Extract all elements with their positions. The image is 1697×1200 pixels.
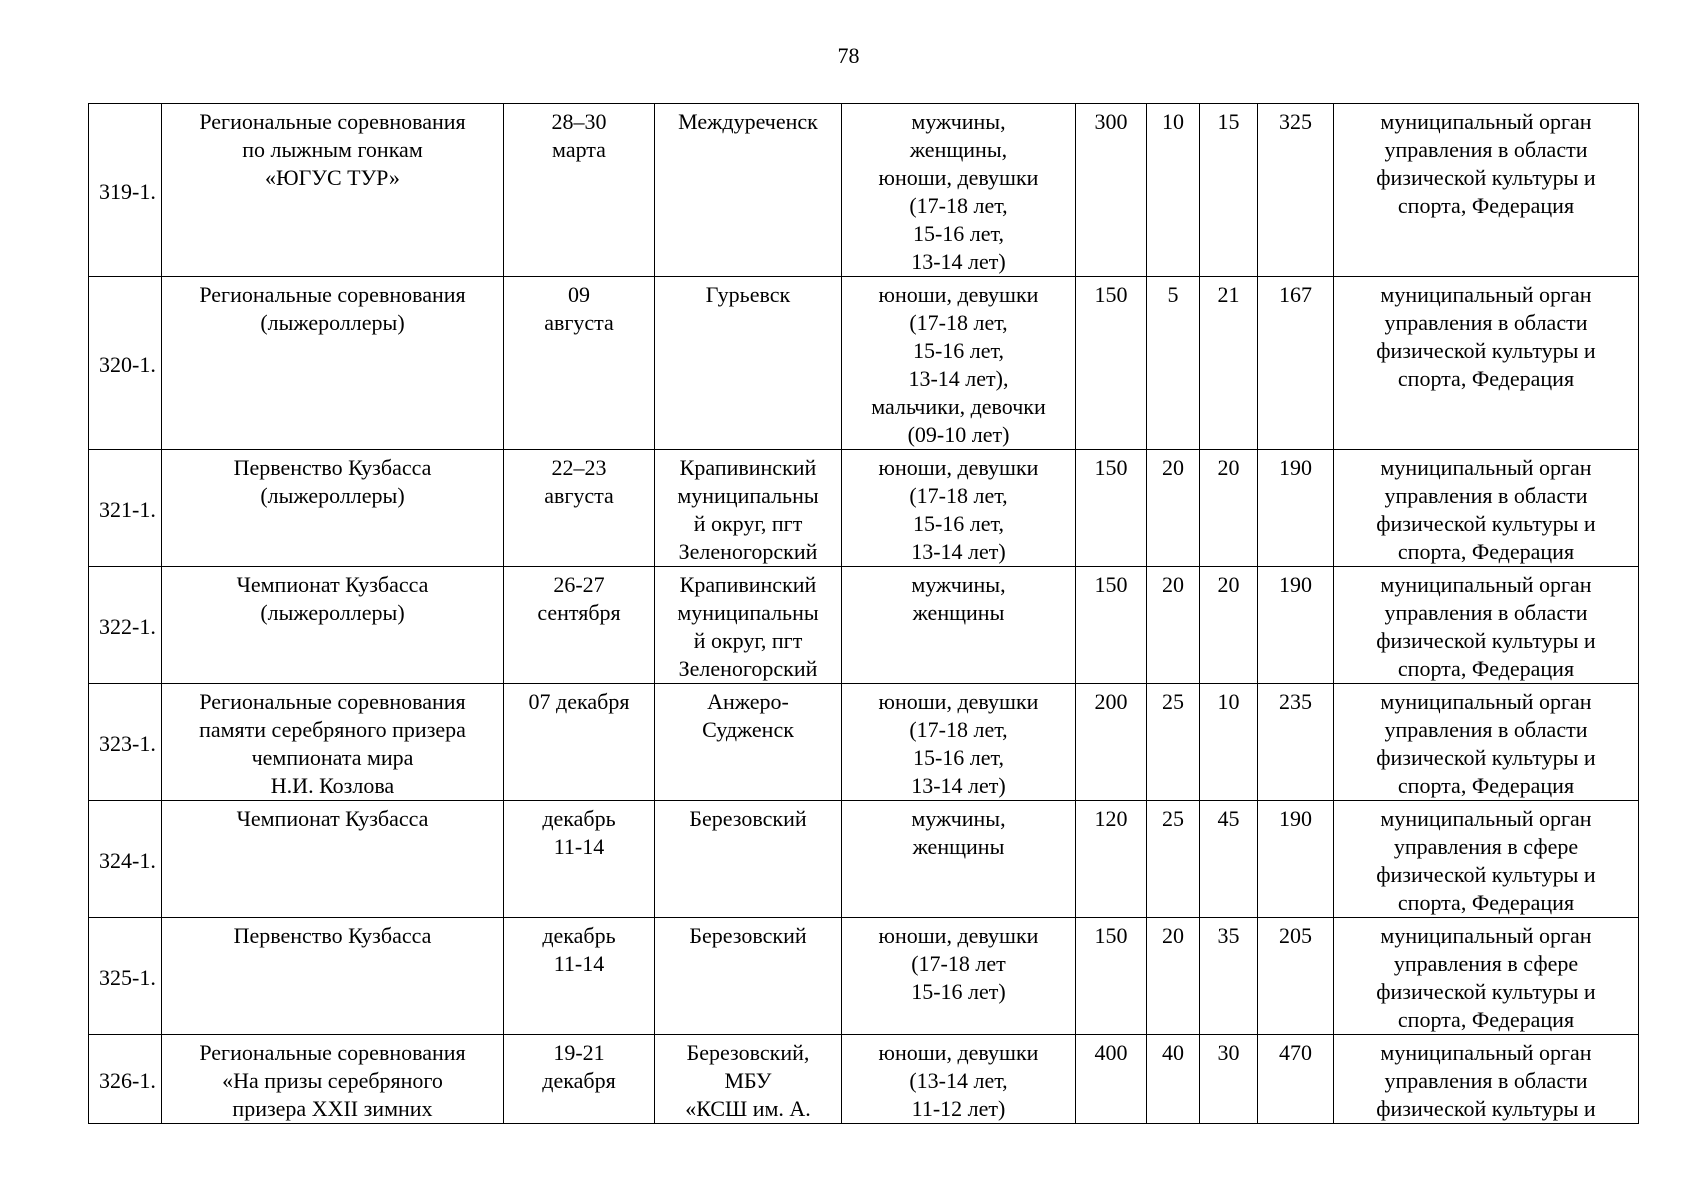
event-organizer: муниципальный орган управления в области физической культуры и спорта, Федерация <box>1334 277 1639 450</box>
event-place: Березовский <box>655 801 842 918</box>
event-name: Первенство Кузбасса (лыжероллеры) <box>162 450 504 567</box>
event-place: Березовский, МБУ «КСШ им. А. <box>655 1035 842 1124</box>
event-name: Региональные соревнования «На призы серебряного призера XXII зимних <box>162 1035 504 1124</box>
event-participants: юноши, девушки (17-18 лет, 15-16 лет, 13-14 лет) <box>842 684 1076 801</box>
count-3: 10 <box>1200 684 1258 801</box>
count-2: 20 <box>1147 450 1200 567</box>
row-number: 326-1. <box>89 1035 162 1124</box>
row-number: 320-1. <box>89 277 162 450</box>
count-total: 190 <box>1258 801 1334 918</box>
count-total: 167 <box>1258 277 1334 450</box>
event-dates: 26-27 сентября <box>504 567 655 684</box>
count-total: 235 <box>1258 684 1334 801</box>
row-number: 324-1. <box>89 801 162 918</box>
count-2: 25 <box>1147 801 1200 918</box>
count-3: 15 <box>1200 104 1258 277</box>
event-name: Чемпионат Кузбасса <box>162 801 504 918</box>
event-participants: мужчины, женщины, юноши, девушки (17-18 лет, 15-16 лет, 13-14 лет) <box>842 104 1076 277</box>
table-row <box>89 277 1639 450</box>
table-row <box>89 801 1639 918</box>
row-number: 323-1. <box>89 684 162 801</box>
count-1: 120 <box>1076 801 1147 918</box>
event-place: Крапивинский муниципальны й округ, пгт Зеленогорский <box>655 567 842 684</box>
table-row <box>89 684 1639 801</box>
event-name: Региональные соревнования по лыжным гонкам «ЮГУС ТУР» <box>162 104 504 277</box>
event-place: Гурьевск <box>655 277 842 450</box>
count-3: 35 <box>1200 918 1258 1035</box>
event-dates: 19-21 декабря <box>504 1035 655 1124</box>
event-place: Крапивинский муниципальны й округ, пгт Зеленогорский <box>655 450 842 567</box>
event-place: Междуреченск <box>655 104 842 277</box>
event-place: Березовский <box>655 918 842 1035</box>
row-number: 321-1. <box>89 450 162 567</box>
event-dates: 07 декабря <box>504 684 655 801</box>
count-2: 5 <box>1147 277 1200 450</box>
count-1: 150 <box>1076 450 1147 567</box>
event-dates: декабрь 11-14 <box>504 801 655 918</box>
count-total: 470 <box>1258 1035 1334 1124</box>
event-organizer: муниципальный орган управления в сфере физической культуры и спорта, Федерация <box>1334 801 1639 918</box>
count-3: 20 <box>1200 450 1258 567</box>
event-place: Анжеро- Судженск <box>655 684 842 801</box>
count-1: 200 <box>1076 684 1147 801</box>
event-name: Первенство Кузбасса <box>162 918 504 1035</box>
event-dates: 22–23 августа <box>504 450 655 567</box>
event-organizer: муниципальный орган управления в области физической культуры и спорта, Федерация <box>1334 450 1639 567</box>
count-total: 190 <box>1258 567 1334 684</box>
event-organizer: муниципальный орган управления в области физической культуры и спорта, Федерация <box>1334 104 1639 277</box>
event-dates: 09 августа <box>504 277 655 450</box>
event-organizer: муниципальный орган управления в области физической культуры и спорта, Федерация <box>1334 684 1639 801</box>
row-number: 325-1. <box>89 918 162 1035</box>
event-participants: юноши, девушки (17-18 лет, 15-16 лет, 13-14 лет), мальчики, девочки (09-10 лет) <box>842 277 1076 450</box>
table-row <box>89 1035 1639 1124</box>
table-row <box>89 918 1639 1035</box>
row-number: 319-1. <box>89 104 162 277</box>
event-organizer: муниципальный орган управления в области физической культуры и <box>1334 1035 1639 1124</box>
count-2: 10 <box>1147 104 1200 277</box>
table-row <box>89 567 1639 684</box>
count-2: 40 <box>1147 1035 1200 1124</box>
count-1: 150 <box>1076 918 1147 1035</box>
page-number: 78 <box>837 43 860 68</box>
count-1: 150 <box>1076 567 1147 684</box>
count-2: 25 <box>1147 684 1200 801</box>
table-row <box>89 104 1639 277</box>
count-2: 20 <box>1147 567 1200 684</box>
event-organizer: муниципальный орган управления в области физической культуры и спорта, Федерация <box>1334 567 1639 684</box>
count-3: 45 <box>1200 801 1258 918</box>
count-total: 190 <box>1258 450 1334 567</box>
count-3: 21 <box>1200 277 1258 450</box>
count-1: 150 <box>1076 277 1147 450</box>
event-name: Региональные соревнования памяти серебряного призера чемпионата мира Н.И. Козлова <box>162 684 504 801</box>
count-3: 30 <box>1200 1035 1258 1124</box>
event-dates: декабрь 11-14 <box>504 918 655 1035</box>
event-participants: мужчины, женщины <box>842 567 1076 684</box>
count-1: 400 <box>1076 1035 1147 1124</box>
events-table <box>88 103 1639 1124</box>
count-total: 205 <box>1258 918 1334 1035</box>
count-2: 20 <box>1147 918 1200 1035</box>
row-number: 322-1. <box>89 567 162 684</box>
count-1: 300 <box>1076 104 1147 277</box>
event-organizer: муниципальный орган управления в сфере физической культуры и спорта, Федерация <box>1334 918 1639 1035</box>
table-row <box>89 450 1639 567</box>
event-participants: юноши, девушки (17-18 лет, 15-16 лет, 13-14 лет) <box>842 450 1076 567</box>
event-name: Региональные соревнования (лыжероллеры) <box>162 277 504 450</box>
event-name: Чемпионат Кузбасса (лыжероллеры) <box>162 567 504 684</box>
count-3: 20 <box>1200 567 1258 684</box>
event-dates: 28–30 марта <box>504 104 655 277</box>
event-participants: мужчины, женщины <box>842 801 1076 918</box>
event-participants: юноши, девушки (13-14 лет, 11-12 лет) <box>842 1035 1076 1124</box>
event-participants: юноши, девушки (17-18 лет 15-16 лет) <box>842 918 1076 1035</box>
count-total: 325 <box>1258 104 1334 277</box>
